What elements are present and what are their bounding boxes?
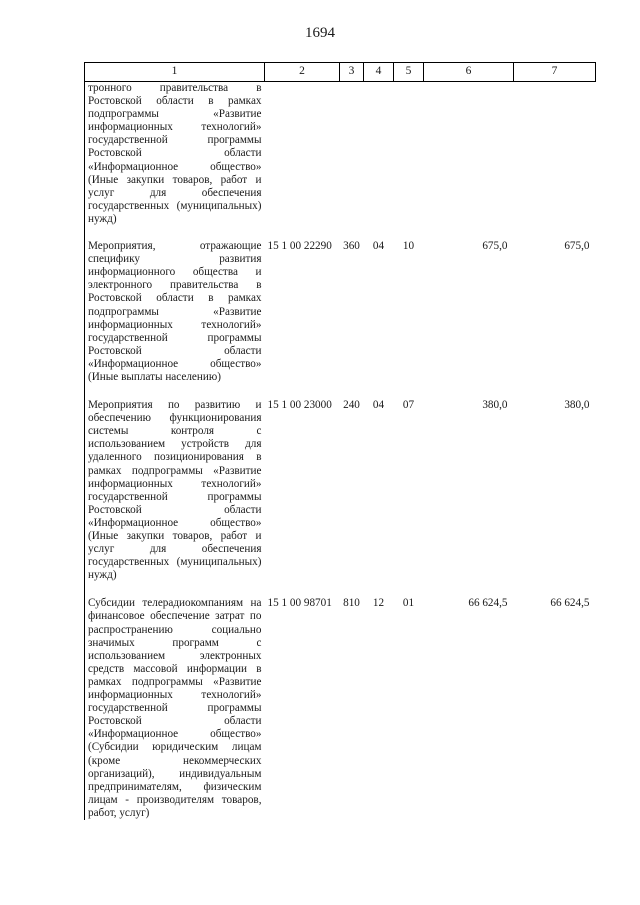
row-sum-2 bbox=[514, 82, 596, 241]
row-pr bbox=[394, 82, 424, 241]
column-header-row bbox=[85, 63, 596, 82]
row-code: 15 1 00 22290 bbox=[267, 240, 332, 253]
page-number: 1694 bbox=[305, 25, 335, 41]
row-pr: 01 bbox=[402, 597, 415, 610]
row-code bbox=[265, 82, 340, 241]
row-sum-2: 380,0 bbox=[564, 399, 590, 412]
row-rz: 12 bbox=[372, 597, 385, 610]
row-rz: 04 bbox=[372, 240, 385, 253]
column-header-7: 7 bbox=[514, 63, 596, 82]
table-row bbox=[85, 597, 596, 820]
row-description: Мероприятия по развитию и обеспечению функционирования системы контроля с использованием устройств для удаленного позиционирования в рамках подпрограммы «Развитие информационных технологий» государственной программы Ростовской области «Информационное общество» (Иные закупки товаров, работ и услуг для обеспечения государственных (муниципальных) нужд) bbox=[85, 399, 265, 597]
row-code: 15 1 00 23000 bbox=[267, 399, 332, 412]
row-code: 15 1 00 98701 bbox=[267, 597, 332, 610]
row-vr: 240 bbox=[343, 399, 360, 412]
table-row bbox=[85, 82, 596, 241]
row-vr: 360 bbox=[343, 240, 360, 253]
row-sum-1 bbox=[424, 82, 514, 241]
column-header-2: 2 bbox=[265, 63, 340, 82]
row-description: тронного правительства в Ростовской области в рамках подпрограммы «Развитие информационных технологий» государственной программы Ростовской области «Информационное общество» (Иные закупки товаров, работ и услуг для обеспечения государственных (муниципальных) нужд) bbox=[85, 82, 265, 241]
row-rz: 04 bbox=[372, 399, 385, 412]
column-header-5: 5 bbox=[394, 63, 424, 82]
row-sum-1: 380,0 bbox=[482, 399, 508, 412]
row-sum-1: 66 624,5 bbox=[468, 597, 508, 610]
row-sum-2: 66 624,5 bbox=[550, 597, 590, 610]
row-pr: 07 bbox=[402, 399, 415, 412]
table-row bbox=[85, 399, 596, 597]
budget-table bbox=[84, 62, 596, 820]
row-sum-2: 675,0 bbox=[564, 240, 590, 253]
row-vr: 810 bbox=[343, 597, 360, 610]
row-rz bbox=[364, 82, 394, 241]
column-header-1: 1 bbox=[85, 63, 265, 82]
column-header-6: 6 bbox=[424, 63, 514, 82]
row-pr: 10 bbox=[402, 240, 415, 253]
column-header-3: 3 bbox=[340, 63, 364, 82]
row-description: Мероприятия, отражающие специфику развития информационного общества и электронного правительства в Ростовской области в рамках подпрограммы «Развитие информационных технологий» государственной программы Ростовской области «Информационное общество» (Иные выплаты населению) bbox=[85, 240, 265, 399]
row-vr bbox=[340, 82, 364, 241]
table-row bbox=[85, 240, 596, 399]
column-header-4: 4 bbox=[364, 63, 394, 82]
row-sum-1: 675,0 bbox=[482, 240, 508, 253]
row-description: Субсидии телерадиокомпаниям на финансовое обеспечение затрат по распространению социально значимых программ с использованием электронных средств массовой информации в рамках подпрограммы «Развитие информационных технологий» государственной программы Ростовской области «Информационное общество» (Субсидии юридическим лицам (кроме некоммерческих организаций), индивидуальным предпринимателям, физическим лицам - производителям товаров, работ, услуг) bbox=[85, 597, 265, 820]
